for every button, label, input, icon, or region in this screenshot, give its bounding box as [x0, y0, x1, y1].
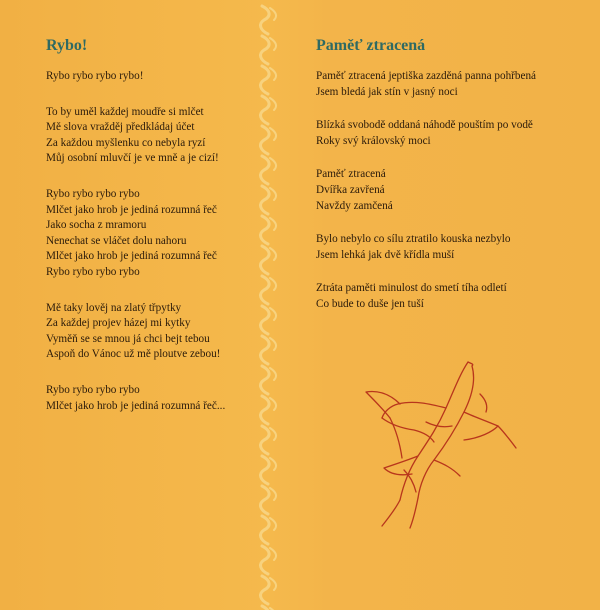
- rybo-line: Nenechat se vláčet dolu nahoru: [46, 234, 187, 247]
- rybo-stanza: [46, 105, 266, 167]
- rybo-line: Za každou myšlenku co nebyla ryzí: [46, 136, 206, 149]
- rybo-line: Rybo rybo rybo rybo: [46, 383, 140, 396]
- pamet-stanza: [316, 118, 586, 149]
- pamet-line: Paměť ztracená: [316, 168, 386, 181]
- pamet-line: Dvířka zavřená: [316, 183, 385, 196]
- pamet-line: Ztráta paměti minulost do smetí tíha odletí: [316, 282, 507, 295]
- pamet-line: Jsem lehká jak dvě křídla muší: [316, 248, 455, 261]
- pamet-line: Roky svý královský moci: [316, 134, 431, 147]
- rybo-stanza: [46, 187, 266, 281]
- rybo-line: Aspoň do Vánoc už mě ploutve zebou!: [46, 348, 221, 361]
- pamet-line: Blízká svobodě oddaná náhodě pouštím po vodě: [316, 119, 533, 132]
- rybo-line: Za každej projev házej mi kytky: [46, 317, 191, 330]
- poem-rybo: [46, 36, 266, 434]
- pamet-line: Co bude to duše jen tuší: [316, 297, 424, 310]
- rybo-line: Můj osobní mluvčí je ve mně a je cizí!: [46, 152, 219, 165]
- pamet-line: Bylo nebylo co sílu ztratilo kouska nezbylo: [316, 233, 511, 246]
- rybo-line: Vyměň se se mnou já chci bejt tebou: [46, 332, 210, 345]
- brush-fish-icon: [360, 360, 520, 530]
- rybo-line: Jako socha z mramoru: [46, 219, 147, 232]
- rybo-line: To by uměl každej moudře si mlčet: [46, 105, 204, 118]
- rybo-line: Mlčet jako hrob je jediná rozumná řeč: [46, 203, 217, 216]
- rybo-line: Rybo rybo rybo rybo: [46, 187, 140, 200]
- poem-pamet-ztracena: [316, 36, 586, 331]
- rybo-line: Rybo rybo rybo rybo: [46, 265, 140, 278]
- pamet-line: Paměť ztracená jeptiška zazděná panna pohřbená: [316, 70, 537, 82]
- rybo-stanza: [46, 69, 266, 85]
- poem-title-rybo: Rybo!: [46, 37, 88, 54]
- rybo-line: Rybo rybo rybo rybo!: [46, 70, 144, 82]
- rybo-line: Mlčet jako hrob je jediná rozumná řeč...: [46, 399, 226, 412]
- pamet-stanza: [316, 167, 586, 214]
- poem-title-pamet: Paměť ztracená: [316, 37, 426, 54]
- pamet-stanza: [316, 232, 586, 263]
- poem-body-rybo: [46, 69, 266, 414]
- pamet-line: Navždy zamčená: [316, 199, 393, 212]
- pamet-stanza: [316, 69, 586, 100]
- rybo-line: Mlčet jako hrob je jediná rozumná řeč: [46, 250, 217, 263]
- rybo-line: Mě slova vražděj předkládaj účet: [46, 121, 195, 134]
- pamet-line: Jsem bledá jak stín v jasný noci: [316, 85, 458, 98]
- rybo-stanza: [46, 383, 266, 414]
- rybo-line: Mě taky lověj na zlatý třpytky: [46, 301, 182, 314]
- pamet-stanza: [316, 281, 586, 312]
- poem-body-pamet: [316, 69, 586, 313]
- rybo-stanza: [46, 301, 266, 363]
